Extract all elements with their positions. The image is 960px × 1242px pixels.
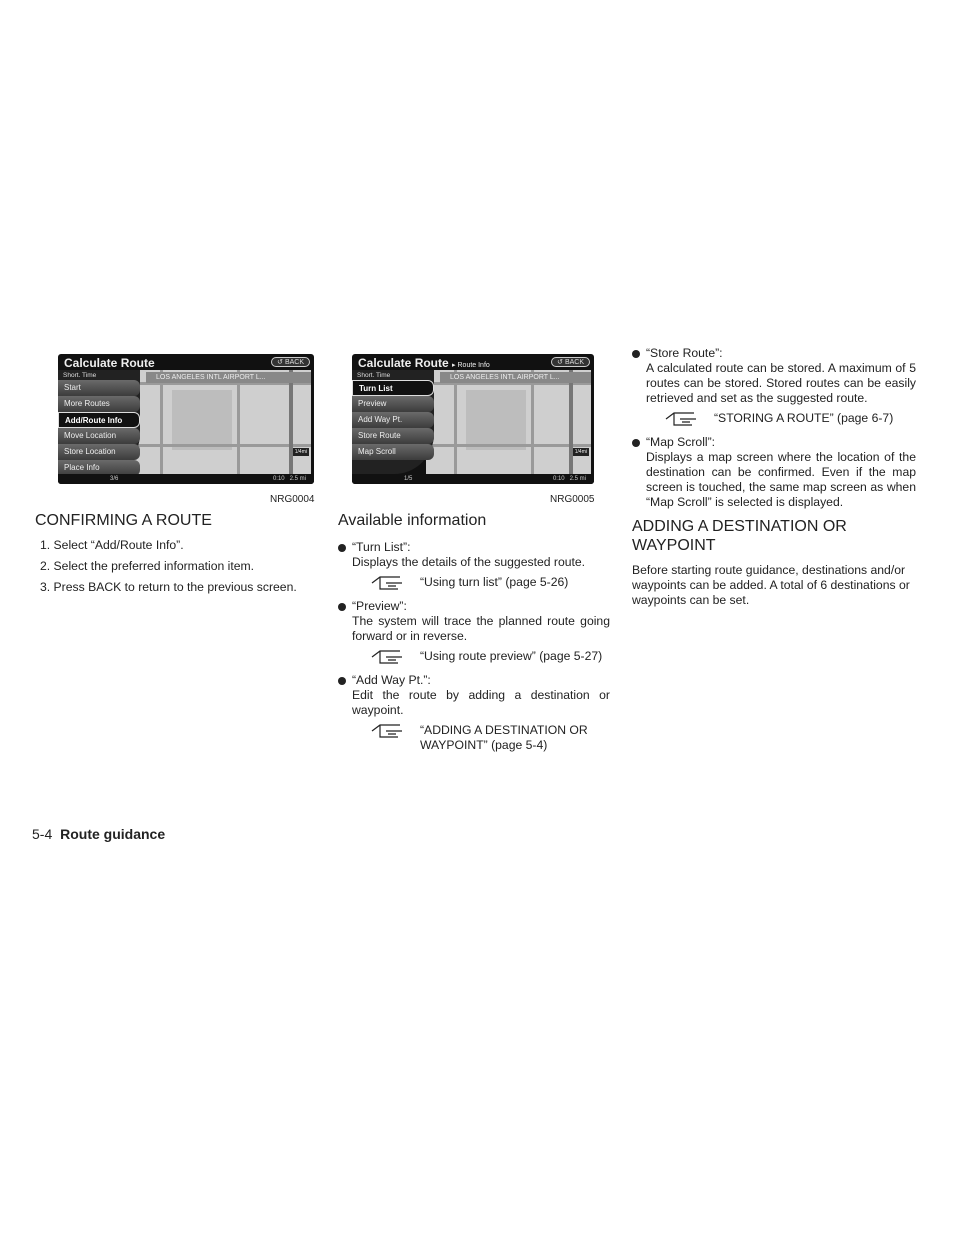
figure-id: NRG0004 <box>270 494 315 505</box>
menu-item[interactable]: Start <box>58 380 140 396</box>
info-item <box>338 673 610 753</box>
page-reference[interactable]: “Using route preview” (page 5-27) <box>420 649 603 663</box>
page-reference[interactable]: “ADDING A DESTINATION OR WAYPOINT” (page 5-4) <box>420 723 588 752</box>
info-item <box>632 435 916 510</box>
reference-hand-icon <box>664 411 698 427</box>
page-number: 5-4 <box>32 826 53 842</box>
bullet-icon <box>632 350 640 358</box>
bullet-icon <box>632 439 640 447</box>
screenshot-NRG0004 <box>58 354 314 484</box>
back-button[interactable]: ↺ BACK <box>271 357 310 367</box>
item-title: “Turn List”: <box>352 540 411 554</box>
menu-item[interactable]: Add/Route Info <box>58 412 140 428</box>
step-1: 1. Select “Add/Route Info”. <box>40 538 184 552</box>
item-text: Displays the details of the suggested route. <box>352 555 586 569</box>
destination-banner: LOS ANGELES INTL AIRPORT L... <box>440 372 591 383</box>
back-button[interactable]: ↺ BACK <box>551 357 590 367</box>
step-2: 2. Select the preferred information item. <box>40 559 255 573</box>
info-item <box>338 540 610 591</box>
map-scale: 1/4mi <box>294 449 307 455</box>
map-scale: 1/4mi <box>574 449 587 455</box>
item-title: “Preview”: <box>352 599 407 613</box>
menu-item[interactable]: Move Location <box>58 428 140 444</box>
item-title: “Store Route”: <box>646 346 723 360</box>
menu-item[interactable]: Add Way Pt. <box>352 412 434 428</box>
route-type: Short. Time <box>63 372 97 379</box>
info-item <box>632 346 916 427</box>
destination-banner: LOS ANGELES INTL AIRPORT L... <box>146 372 311 383</box>
bullet-icon <box>338 677 346 685</box>
item-text: Displays a map screen where the location of the destination can be confirmed. Even if the map screen is touched, the same map screen as when “Map Scroll” is selected is displayed. <box>646 450 916 509</box>
menu-item[interactable]: Place Info <box>58 460 140 476</box>
bullet-icon <box>338 544 346 552</box>
heading-adding-destination: ADDING A DESTINATION OR WAYPOINT <box>632 518 847 554</box>
screen-footer: 1/5 0:10 2.5 mi <box>352 474 594 484</box>
menu-item[interactable]: More Routes <box>58 396 140 412</box>
route-type: Short. Time <box>357 372 391 379</box>
menu-item[interactable]: Preview <box>352 396 434 412</box>
screenshot-NRG0005 <box>352 354 594 484</box>
screen-title: Calculate Route <box>64 356 155 370</box>
item-text: Edit the route by adding a destination or waypoint. <box>352 688 610 717</box>
menu-item[interactable]: Store Route <box>352 428 434 444</box>
screen-title: Calculate Route ▸ Route Info <box>358 356 490 370</box>
col-confirming-route <box>35 512 317 595</box>
heading-confirming-route: CONFIRMING A ROUTE <box>35 512 212 529</box>
reference-hand-icon <box>370 723 404 739</box>
bullet-icon <box>338 603 346 611</box>
item-title: “Map Scroll”: <box>646 435 716 449</box>
item-title: “Add Way Pt.”: <box>352 673 431 687</box>
step-3: 3. Press BACK to return to the previous screen. <box>40 580 297 594</box>
reference-hand-icon <box>370 575 404 591</box>
map[interactable] <box>426 370 591 474</box>
col-available-information <box>338 512 610 761</box>
paragraph-adding-destination: Before starting route guidance, destinations and/or waypoints can be added. A total of 6 destinations or waypoints can be set. <box>632 563 910 607</box>
back-icon: ↺ <box>557 359 563 366</box>
map[interactable] <box>132 370 311 474</box>
item-text: The system will trace the planned route going forward or in reverse. <box>352 614 610 643</box>
page-reference[interactable]: “STORING A ROUTE” (page 6-7) <box>714 411 894 425</box>
figure-id: NRG0005 <box>550 494 595 505</box>
info-item <box>338 599 610 665</box>
item-text: A calculated route can be stored. A maximum of 5 routes can be stored. Stored routes can be easily retrieved and set as the suggested route. <box>646 361 916 405</box>
col-3 <box>632 346 916 608</box>
route-menu <box>58 370 140 474</box>
reference-hand-icon <box>370 649 404 665</box>
page-reference[interactable]: “Using turn list” (page 5-26) <box>420 575 569 589</box>
menu-item[interactable]: Map Scroll <box>352 444 434 460</box>
menu-item[interactable]: Turn List <box>352 380 434 396</box>
route-menu <box>352 370 434 474</box>
back-icon: ↺ <box>277 359 283 366</box>
section-name: Route guidance <box>60 826 166 842</box>
menu-item[interactable]: Store Location <box>58 444 140 460</box>
heading-available-information: Available information <box>338 512 487 529</box>
page-footer <box>32 826 165 842</box>
screen-footer: 3/6 0:10 2.5 mi <box>58 474 314 484</box>
